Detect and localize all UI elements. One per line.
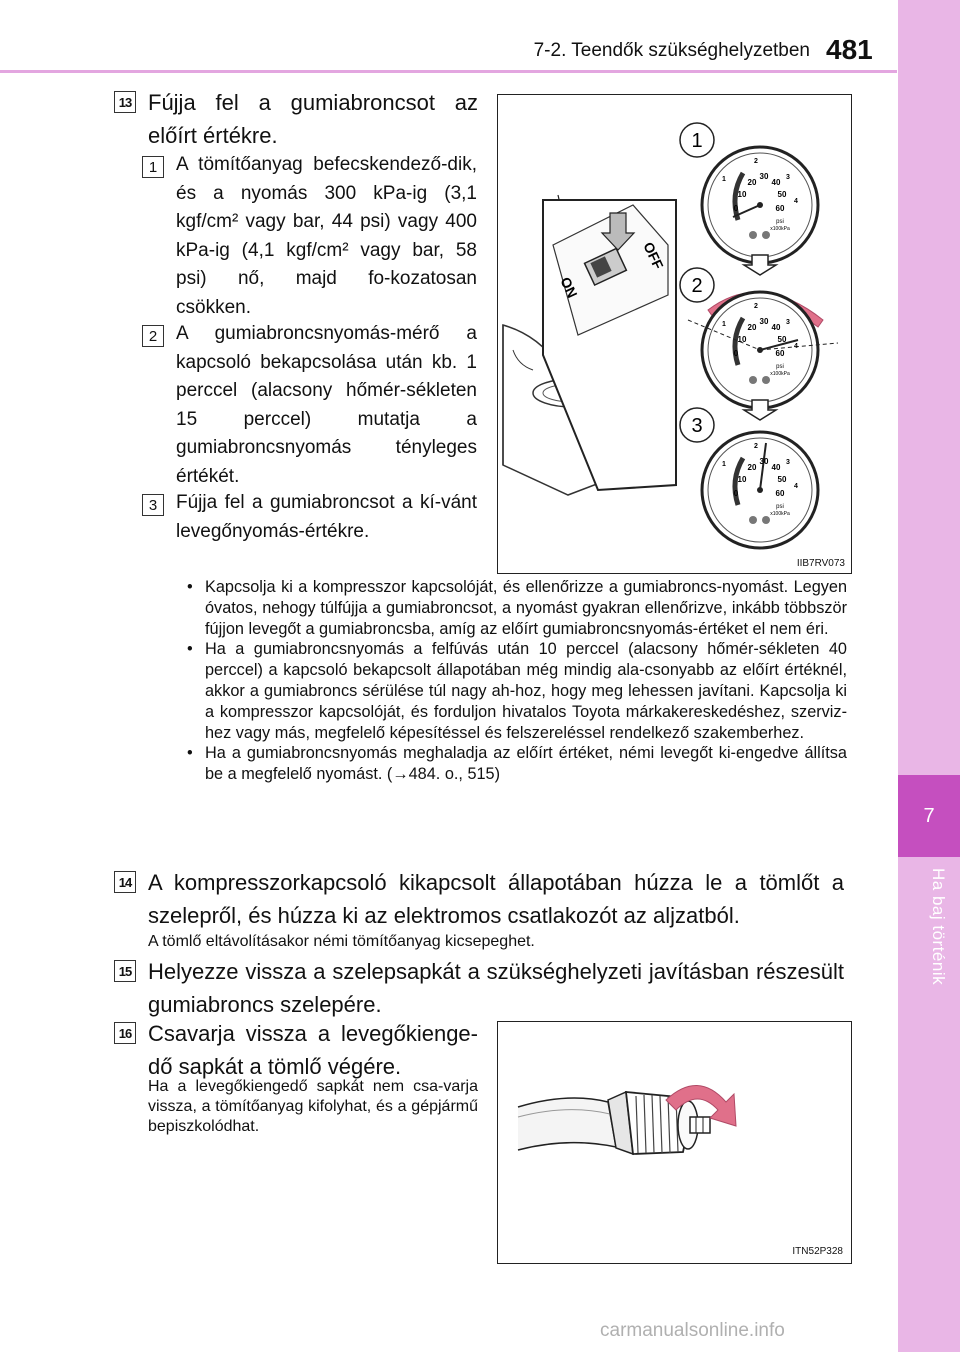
- gauge-tick-label: 50: [777, 335, 787, 344]
- step-16-note: Ha a levegőkiengedő sapkát nem csa-varja vissza, a tömítőanyag kifolyhat, és a gépjármű bepiszkolódhat.: [148, 1078, 478, 1135]
- gauge-tick-label: 2: [754, 303, 758, 310]
- gauge-unit-label: psi: [776, 504, 784, 510]
- step-number-14: 14: [114, 871, 136, 893]
- header-rule: [0, 70, 897, 73]
- watermark: carmanualsonline.info: [600, 1320, 785, 1341]
- gauge-tick-label: 4: [794, 198, 798, 205]
- hose-cap-illustration: [498, 1022, 851, 1263]
- gauge-unit-label: psi: [776, 364, 784, 370]
- step-number-16: 16: [114, 1022, 136, 1044]
- gauge-tick-label: 3: [786, 174, 790, 181]
- figure-code-1: IIB7RV073: [796, 558, 845, 569]
- gauge-tick-label: 0: [733, 204, 739, 213]
- gauge-tick-label: 40: [771, 323, 781, 332]
- bullet-mark: •: [187, 578, 193, 596]
- substep-number-3: 3: [142, 494, 164, 516]
- chapter-sidebar: [898, 0, 960, 1352]
- substep-1-text: A tömítőanyag befecskendező-dik, és a nyomás 300 kPa-ig (3,1 kgf/cm² vagy bar, 44 psi) vagy 400 kPa-ig (4,1 kgf/cm² vagy bar, 58 psi) nő, majd fo-kozatosan csökken.: [176, 154, 477, 318]
- gauge-tick-label: 30: [759, 172, 769, 181]
- gauge-tick-label: 1: [722, 461, 726, 468]
- substep-2-text: A gumiabroncsnyomás-mérő a kapcsoló bekapcsolása után kb. 1 perccel (alacsony hőmér-sékleten 15 perccel) mutatja a gumiabroncsnyomás tényleges értékét.: [176, 323, 477, 487]
- gauge-tick-label: 50: [777, 190, 787, 199]
- gauge-tick-label: 40: [771, 463, 781, 472]
- gauge-tick-label: 1: [722, 321, 726, 328]
- gauge-tick-label: 50: [777, 475, 787, 484]
- pressure-gauge-1: [702, 147, 818, 263]
- substep-3-text: Fújja fel a gumiabroncsot a kí-vánt levegőnyomás-értékre.: [176, 492, 477, 542]
- fig-label-off: OFF: [640, 239, 667, 272]
- callout-2-label: 2: [691, 275, 703, 297]
- figure-hose-cap: [497, 1021, 852, 1264]
- gauge-tick-label: 20: [747, 323, 757, 332]
- gauge-tick-label: 4: [794, 343, 798, 350]
- figure-compressor-gauges: [497, 94, 852, 574]
- gauge-tick-label: 0: [733, 349, 739, 358]
- step-number-13: 13: [114, 91, 136, 113]
- pressure-gauge-3: [702, 432, 818, 548]
- gauge-tick-label: 40: [771, 178, 781, 187]
- gauge-tick-label: 30: [759, 457, 769, 466]
- bullet-mark: •: [187, 640, 193, 659]
- step-number-15: 15: [114, 960, 136, 982]
- fig-label-on: ON: [557, 274, 581, 301]
- bullet-note-1: • Kapcsolja ki a kompresszor kapcsolóját, és ellenőrizze a gumiabroncs-nyomást. Legyen óvatos, nehogy túlfújja a gumiabroncsot, a nyomást gyakran ellenőrizve, inkább többször fújjon levegőt a gumiabroncsba, amíg az előírt gumiabroncsnyomás-értéket el nem éri.: [187, 578, 847, 638]
- gauge-tick-label: 1: [722, 176, 726, 183]
- chapter-title: Ha baj történik: [929, 868, 948, 986]
- callout-1-label: 1: [691, 130, 703, 152]
- gauge-tick-label: 0: [733, 489, 739, 498]
- gauge-tick-label: 2: [754, 443, 758, 450]
- bullet-note-3: • Ha a gumiabroncsnyomás meghaladja az előírt értéket, némi levegőt ki-engedve állítsa be a megfelelő nyomást. (→484. o., 515): [187, 744, 847, 784]
- step-13-text: Fújja fel a gumiabroncsot az előírt értékre.: [148, 90, 478, 148]
- gauge-tick-label: 20: [747, 463, 757, 472]
- step-14-text: A kompresszorkapcsoló kikapcsolt állapotában húzza le a tömlőt a szelepről, és húzza ki az elektromos csatlakozót az aljzatból.: [148, 870, 844, 928]
- gauge-tick-label: 60: [775, 349, 785, 358]
- step-16-text: Csavarja vissza a levegőkienge-dő sapkát a tömlő végére.: [148, 1021, 478, 1079]
- callout-3-label: 3: [691, 415, 703, 437]
- gauge-unit-label: psi: [776, 219, 784, 225]
- page-number: 481: [826, 34, 873, 65]
- section-title: 7-2. Teendők szükséghelyzetben: [533, 40, 810, 61]
- step-14-note: A tömlő eltávolításakor némi tömítőanyag kicsepeghet.: [148, 933, 535, 950]
- gauge-tick-label: 10: [737, 190, 747, 199]
- substep-number-2: 2: [142, 325, 164, 347]
- gauge-tick-label: 2: [754, 158, 758, 165]
- gauge-tick-label: 20: [747, 178, 757, 187]
- gauge-unit-label-kpa: x100kPa: [770, 511, 790, 517]
- gauge-tick-label: 60: [775, 489, 785, 498]
- bullet-notes: [181, 577, 847, 785]
- gauge-tick-label: 10: [737, 475, 747, 484]
- gauge-tick-label: 4: [794, 483, 798, 490]
- bullet-note-2: • Ha a gumiabroncsnyomás a felfúvás után 10 perccel (alacsony hőmér-sékleten 40 perccel) a kapcsoló bekapcsolt állapotában még mindig ala-csonyabb az előírt értéknél, akkor a gumiabroncs sérülése túl nagy ah-hoz, hogy meg lehessen javítani. Kapcsolja ki a kompresszor kapcsolóját, és forduljon hivatalos Toyota márkakereskedéshez, szerviz-hez vagy más, megfelelő képesítéssel és felszereléssel rendelkező szakemberhez.: [187, 640, 847, 742]
- gauge-tick-label: 3: [786, 319, 790, 326]
- gauge-unit-label-kpa: x100kPa: [770, 371, 790, 377]
- step-15-text: Helyezze vissza a szelepsapkát a szükséghelyzeti javításban részesült gumiabroncs szelepére.: [148, 959, 844, 1017]
- gauge-tick-label: 60: [775, 204, 785, 213]
- chapter-number-tab[interactable]: 7: [898, 775, 960, 857]
- substep-number-1: 1: [142, 156, 164, 178]
- gauge-tick-label: 10: [737, 335, 747, 344]
- compressor-gauge-illustration: [498, 95, 851, 573]
- bullet-mark: •: [187, 744, 193, 763]
- figure-code-2: ITN52P328: [792, 1246, 843, 1257]
- gauge-tick-label: 3: [786, 459, 790, 466]
- gauge-unit-label-kpa: x100kPa: [770, 226, 790, 232]
- gauge-tick-label: 30: [759, 317, 769, 326]
